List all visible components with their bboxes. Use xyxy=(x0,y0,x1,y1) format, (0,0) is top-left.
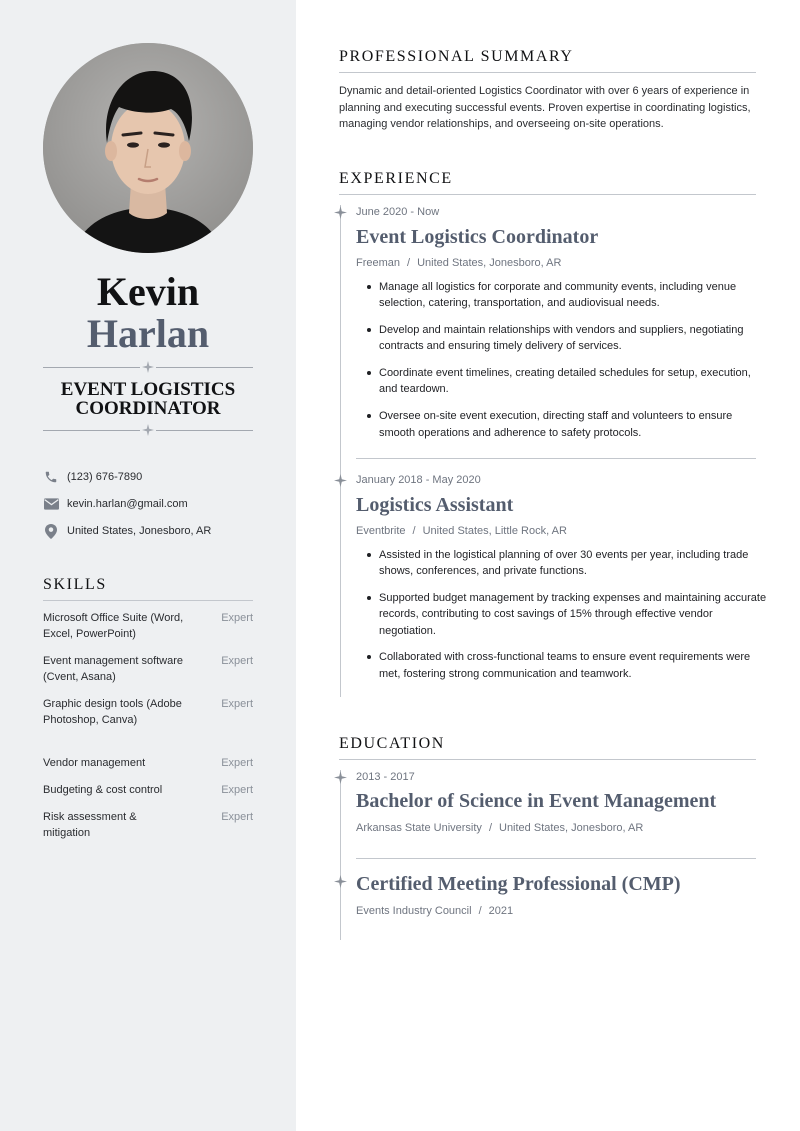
job-meta: Freeman / United States, Jonesboro, AR xyxy=(356,257,562,269)
certification-title: Certified Meeting Professional (CMP) xyxy=(356,873,681,895)
issuer-name: Events Industry Council xyxy=(356,905,472,917)
location-text: United States, Jonesboro, AR xyxy=(67,525,212,537)
education-timeline xyxy=(340,770,341,940)
skill-level: Expert xyxy=(221,612,253,624)
skill-item xyxy=(43,809,253,841)
skill-item xyxy=(43,755,253,771)
education-meta: Arkansas State University / United States, Jonesboro, AR xyxy=(356,822,644,834)
company-name: Freeman xyxy=(356,257,401,269)
job-location: United States, Jonesboro, AR xyxy=(417,257,562,269)
job-role xyxy=(0,380,296,418)
list-item: Coordinate event timelines, creating detailed schedules for setup, execution, and teardown. xyxy=(366,365,768,398)
job-role-line-1: EVENT LOGISTICS xyxy=(60,379,236,400)
first-name: Kevin xyxy=(96,269,200,314)
job-bullets xyxy=(366,279,768,451)
experience-heading: EXPERIENCE xyxy=(339,170,756,195)
email-text: kevin.harlan@gmail.com xyxy=(67,498,188,510)
skills-heading: SKILLS xyxy=(43,576,253,601)
profile-photo xyxy=(43,43,253,253)
skill-name: Budgeting & cost control xyxy=(43,784,163,796)
envelope-icon xyxy=(43,496,59,512)
skill-level: Expert xyxy=(221,698,253,710)
contact-phone[interactable] xyxy=(43,468,142,486)
skill-item xyxy=(43,610,253,642)
list-item: Develop and maintain relationships with vendors and suppliers, negotiating contracts and ensuring timely delivery of services. xyxy=(366,322,768,355)
map-pin-icon xyxy=(43,523,59,539)
institution-location: United States, Jonesboro, AR xyxy=(499,822,644,834)
skill-level: Expert xyxy=(221,784,253,796)
role-divider xyxy=(43,424,253,436)
job-bullets xyxy=(366,547,768,693)
job-role-line-2: COORDINATOR xyxy=(75,398,221,419)
sparkle-icon xyxy=(334,206,347,219)
list-item: Assisted in the logistical planning of over 30 events per year, including trade shows, conferences, and private functions. xyxy=(366,547,768,580)
skill-level: Expert xyxy=(221,757,253,769)
sparkle-icon xyxy=(334,771,347,784)
education-heading: EDUCATION xyxy=(339,735,756,760)
education-separator xyxy=(356,858,756,859)
skill-name: Risk assessment & mitigation xyxy=(43,811,137,839)
institution-name: Arkansas State University xyxy=(356,822,482,834)
sparkle-icon xyxy=(334,875,347,888)
skill-name: Event management software (Cvent, Asana) xyxy=(43,655,184,683)
degree-title: Bachelor of Science in Event Management xyxy=(356,790,717,812)
job-title: Event Logistics Coordinator xyxy=(356,226,599,248)
skill-level: Expert xyxy=(221,811,253,823)
last-name: Harlan xyxy=(86,311,210,356)
main-content xyxy=(296,0,800,1131)
list-item: Collaborated with cross-functional teams to ensure event requirements were met, fostering strong communication and teamwork. xyxy=(366,649,768,682)
contact-location xyxy=(43,522,211,540)
skill-item xyxy=(43,782,253,798)
sparkle-icon xyxy=(142,361,154,373)
list-item: Oversee on-site event execution, directing staff and volunteers to ensure smooth operations and adherence to safety protocols. xyxy=(366,408,768,441)
job-title: Logistics Assistant xyxy=(356,494,514,516)
job-date: January 2018 - May 2020 xyxy=(356,474,481,486)
experience-timeline xyxy=(340,205,341,697)
job-separator xyxy=(356,458,756,459)
job-location: United States, Little Rock, AR xyxy=(422,525,567,537)
summary-heading: PROFESSIONAL SUMMARY xyxy=(339,48,756,73)
skill-item xyxy=(43,653,253,685)
list-item: Supported budget management by tracking expenses and maintaining accurate records, contributing to cost savings of 15% through effective vendor negotiation. xyxy=(366,590,768,639)
sparkle-icon xyxy=(142,424,154,436)
summary-text: Dynamic and detail-oriented Logistics Coordinator with over 6 years of experience in planning and executing successful events. Proven expertise in coordinating logistics, managing vendor relationships, and overseeing on-site operations. xyxy=(339,85,751,130)
company-name: Eventbrite xyxy=(356,525,406,537)
list-item: Manage all logistics for corporate and community events, including venue selection, catering, transportation, and audiovisual needs. xyxy=(366,279,768,312)
contact-email[interactable] xyxy=(43,495,188,513)
skill-name: Vendor management xyxy=(43,757,146,769)
sparkle-icon xyxy=(334,474,347,487)
skill-level: Expert xyxy=(221,655,253,667)
certification-year: 2021 xyxy=(488,905,514,917)
education-date: 2013 - 2017 xyxy=(356,771,415,783)
name-divider xyxy=(43,361,253,373)
skill-name: Microsoft Office Suite (Word, Excel, PowerPoint) xyxy=(43,612,184,640)
certification-meta: Events Industry Council / 2021 xyxy=(356,905,514,917)
job-meta: Eventbrite / United States, Little Rock, AR xyxy=(356,525,567,537)
portrait-image xyxy=(43,43,253,253)
sidebar xyxy=(0,0,296,1131)
job-date: June 2020 - Now xyxy=(356,206,440,218)
phone-text: (123) 676-7890 xyxy=(67,471,143,483)
skill-item xyxy=(43,696,253,728)
skill-name: Graphic design tools (Adobe Photoshop, Canva) xyxy=(43,698,182,726)
phone-icon xyxy=(43,469,59,485)
